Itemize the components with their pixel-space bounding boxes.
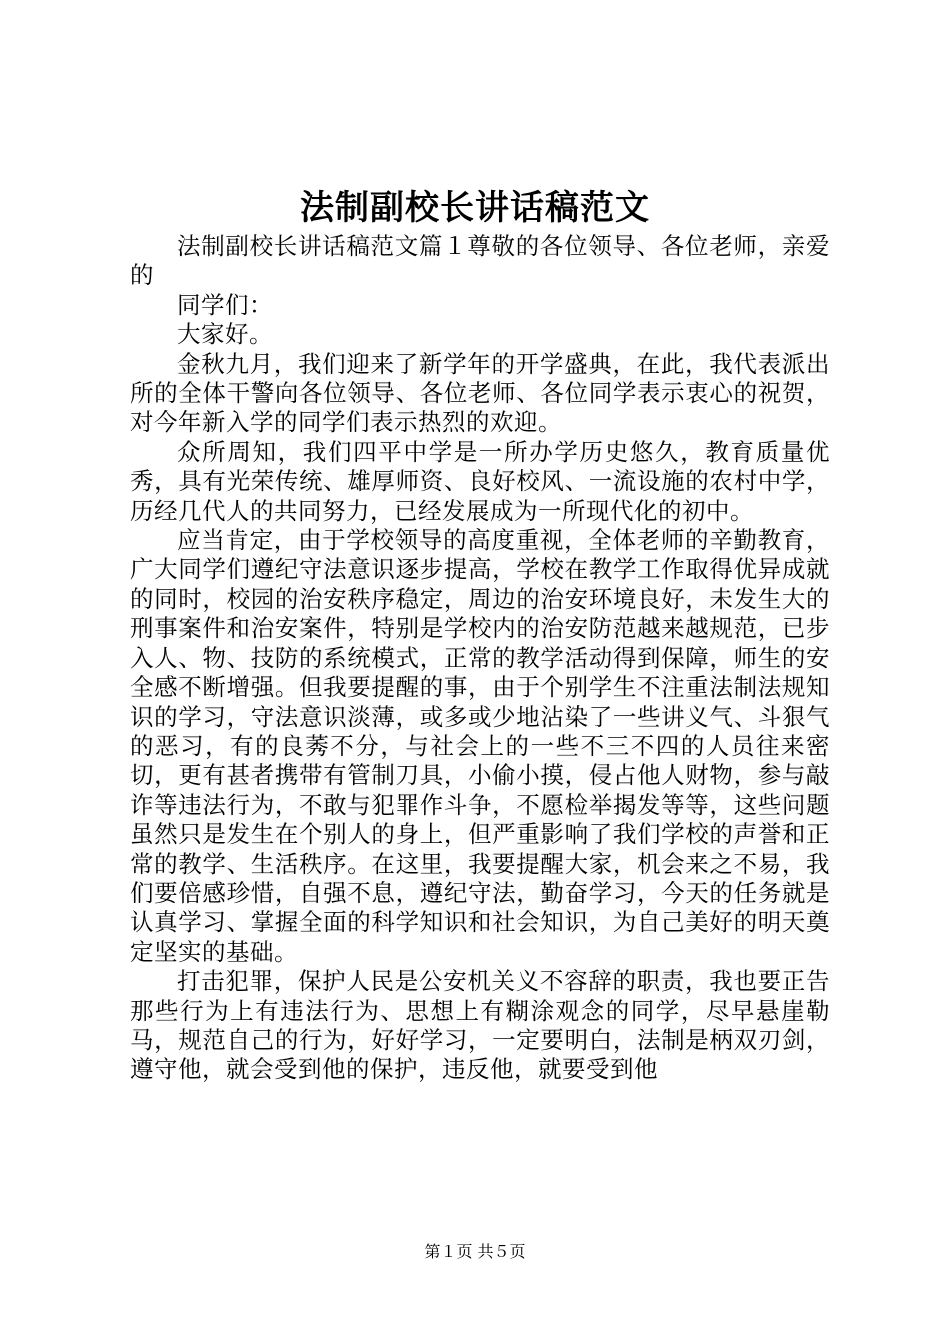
page-number-footer: 第１页 共５页 bbox=[424, 1242, 526, 1261]
paragraph-1: 法制副校长讲话稿范文篇１尊敬的各位领导、各位老师，亲爱的 bbox=[130, 232, 830, 290]
paragraph-2: 同学们： bbox=[177, 290, 273, 319]
paragraph-4: 金秋九月，我们迎来了新学年的开学盛典，在此，我代表派出所的全体干警向各位领导、各位老师、各位同学表示衷心的祝贺，对今年新入学的同学们表示热烈的欢迎。 bbox=[130, 349, 830, 437]
paragraph-6: 应当肯定，由于学校领导的高度重视，全体老师的辛勤教育，广大同学们遵纪守法意识逐步提高，学校在教学工作取得优异成就的同时，校园的治安秩序稳定，周边的治安环境良好，未发生大的刑事案件和治安案件，特别是学校内的治安防范越来越规范，已步入人、物、技防的系统模式，正常的教学活动得到保障，师生的安全感不断增强。但我要提醒的事，由于个别学生不注重法制法规知识的学习，守法意识淡薄，或多或少地沾染了一些讲义气、斗狠气的恶习，有的良莠不分，与社会上的一些不三不四的人员往来密切，更有甚者携带有管制刀具，小偷小摸，侵占他人财物，参与敲诈等违法行为，不敢与犯罪作斗争，不愿检举揭发等等，这些问题虽然只是发生在个别人的身上，但严重影响了我们学校的声誉和正常的教学、生活秩序。在这里，我要提醒大家，机会来之不易，我们要倍感珍惜，自强不息，遵纪守法，勤奋学习，今天的任务就是认真学习、掌握全面的科学知识和社会知识，为自己美好的明天奠定坚实的基础。 bbox=[130, 526, 830, 966]
document-body bbox=[130, 232, 830, 1085]
paragraph-3: 大家好。 bbox=[177, 320, 273, 349]
document-title: 法制副校长讲话稿范文 bbox=[300, 188, 650, 228]
paragraph-5: 众所周知，我们四平中学是一所办学历史悠久，教育质量优秀，具有光荣传统、雄厚师资、良好校风、一流设施的农村中学，历经几代人的共同努力，已经发展成为一所现代化的初中。 bbox=[130, 437, 830, 525]
paragraph-7: 打击犯罪，保护人民是公安机关义不容辞的职责，我也要正告那些行为上有违法行为、思想上有糊涂观念的同学，尽早悬崖勒马，规范自己的行为，好好学习，一定要明白，法制是柄双刃剑，遵守他，就会受到他的保护，违反他，就要受到他 bbox=[130, 967, 830, 1084]
